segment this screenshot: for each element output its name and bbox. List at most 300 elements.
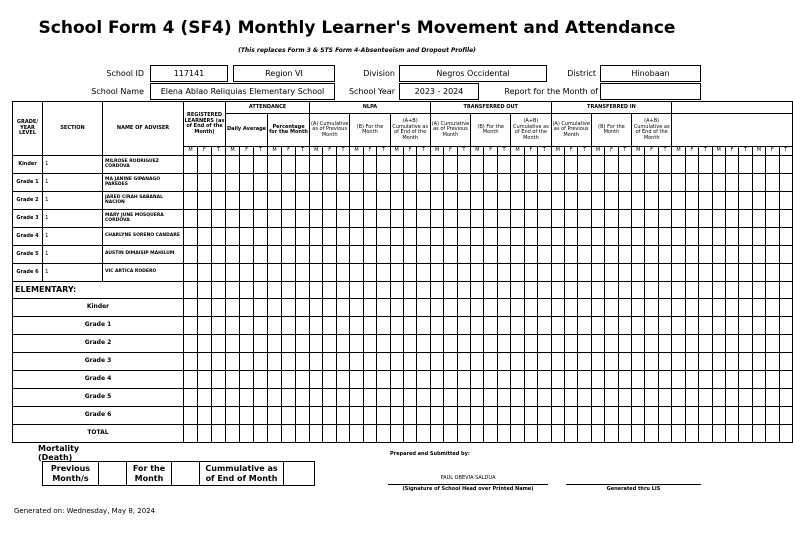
data-cell	[377, 299, 390, 317]
data-cell	[198, 317, 212, 335]
data-cell	[618, 389, 631, 407]
data-cell	[444, 264, 457, 282]
data-cell	[578, 192, 591, 210]
data-cell	[632, 228, 645, 246]
data-cell	[779, 335, 792, 353]
mortality-label: Mortality (Death)	[38, 444, 80, 462]
data-cell	[591, 335, 604, 353]
data-cell	[524, 299, 537, 317]
data-cell	[444, 425, 457, 443]
summary-label: Kinder	[13, 299, 184, 317]
data-cell	[430, 192, 443, 210]
data-cell	[226, 246, 240, 264]
data-cell	[524, 317, 537, 335]
data-cell	[766, 228, 779, 246]
data-cell	[212, 389, 226, 407]
data-cell	[645, 228, 658, 246]
data-cell	[725, 425, 738, 443]
data-cell	[268, 353, 282, 371]
data-cell	[471, 264, 484, 282]
data-cell	[779, 246, 792, 264]
data-cell	[779, 192, 792, 210]
data-cell	[336, 210, 349, 228]
data-cell	[484, 353, 497, 371]
data-cell	[618, 353, 631, 371]
data-cell	[363, 228, 376, 246]
division-label: Division	[363, 69, 395, 78]
data-cell	[618, 317, 631, 335]
report-month-field	[600, 83, 701, 100]
school-id-field: 117141	[150, 65, 228, 82]
data-cell	[712, 156, 725, 174]
row-grade: Grade 6	[13, 264, 43, 282]
data-cell	[296, 335, 310, 353]
data-cell	[226, 389, 240, 407]
data-cell	[605, 174, 618, 192]
table-row	[13, 246, 793, 264]
data-cell	[578, 246, 591, 264]
data-cell	[226, 353, 240, 371]
data-cell	[645, 282, 658, 299]
school-name-field: Elena Ablao Reliquias Elementary School	[150, 83, 335, 100]
data-cell	[699, 371, 712, 389]
data-cell	[632, 371, 645, 389]
data-cell	[363, 389, 376, 407]
data-cell	[403, 192, 416, 210]
data-cell	[632, 299, 645, 317]
data-cell	[226, 299, 240, 317]
data-cell	[779, 174, 792, 192]
row-grade: Grade 5	[13, 246, 43, 264]
data-cell	[417, 407, 431, 425]
data-cell	[403, 299, 416, 317]
generated-on: Generated on: Wednesday, May 8, 2024	[14, 507, 156, 515]
data-cell	[457, 353, 470, 371]
data-cell	[471, 210, 484, 228]
data-cell	[672, 389, 685, 407]
data-cell	[672, 246, 685, 264]
header-f: F	[766, 147, 779, 156]
data-cell	[282, 192, 296, 210]
data-cell	[457, 282, 470, 299]
row-grade: Grade 2	[13, 192, 43, 210]
data-cell	[226, 335, 240, 353]
data-cell	[198, 353, 212, 371]
school-year-label: School Year	[348, 87, 395, 96]
data-cell	[564, 174, 577, 192]
school-year-field: 2023 - 2024	[399, 83, 479, 100]
data-cell	[390, 264, 403, 282]
data-cell	[350, 335, 363, 353]
data-cell	[658, 264, 671, 282]
data-cell	[752, 246, 765, 264]
data-cell	[739, 264, 752, 282]
data-cell	[268, 246, 282, 264]
data-cell	[605, 228, 618, 246]
data-cell	[323, 264, 336, 282]
data-cell	[484, 264, 497, 282]
data-cell	[336, 228, 349, 246]
data-cell	[296, 174, 310, 192]
data-cell	[672, 353, 685, 371]
data-cell	[618, 264, 631, 282]
data-cell	[578, 264, 591, 282]
data-cell	[184, 353, 198, 371]
data-cell	[538, 389, 552, 407]
school-name-label: School Name	[91, 87, 144, 96]
data-cell	[254, 264, 268, 282]
mortality-cumulative-label: Cummulative as of End of Month	[200, 462, 284, 486]
header-m: M	[350, 147, 363, 156]
header-registered: REGISTERED LEARNERS (as of End of the Month)	[184, 102, 226, 147]
data-cell	[511, 282, 524, 299]
header-t: T	[538, 147, 552, 156]
data-cell	[658, 299, 671, 317]
data-cell	[766, 156, 779, 174]
data-cell	[725, 246, 738, 264]
header-t: T	[618, 147, 631, 156]
data-cell	[198, 210, 212, 228]
data-cell	[323, 192, 336, 210]
data-cell	[350, 192, 363, 210]
data-cell	[658, 156, 671, 174]
data-cell	[685, 156, 698, 174]
data-cell	[390, 389, 403, 407]
data-cell	[296, 228, 310, 246]
mortality-cumulative-value	[284, 462, 315, 486]
data-cell	[310, 371, 323, 389]
data-cell	[699, 210, 712, 228]
data-cell	[645, 210, 658, 228]
data-cell	[444, 156, 457, 174]
data-cell	[591, 353, 604, 371]
header-cumulative-previous: (A) Cumulative as of Previous Month	[430, 114, 470, 147]
header-m: M	[310, 147, 323, 156]
data-cell	[240, 210, 254, 228]
data-cell	[212, 407, 226, 425]
data-cell	[323, 407, 336, 425]
data-cell	[282, 228, 296, 246]
header-t: T	[658, 147, 671, 156]
data-cell	[699, 264, 712, 282]
summary-label: Grade 6	[13, 407, 184, 425]
header-attendance: ATTENDANCE	[226, 102, 310, 114]
header-for-month: (B) For the Month	[350, 114, 390, 147]
data-cell	[390, 299, 403, 317]
data-cell	[725, 282, 738, 299]
district-field: Hinobaan	[600, 65, 701, 82]
data-cell	[268, 299, 282, 317]
data-cell	[198, 371, 212, 389]
data-cell	[752, 407, 765, 425]
data-cell	[430, 371, 443, 389]
data-cell	[524, 335, 537, 353]
data-cell	[645, 317, 658, 335]
data-cell	[471, 192, 484, 210]
data-cell	[444, 353, 457, 371]
header-t: T	[779, 147, 792, 156]
summary-row	[13, 407, 793, 425]
row-grade: Grade 3	[13, 210, 43, 228]
data-cell	[430, 264, 443, 282]
data-cell	[254, 353, 268, 371]
header-t: T	[417, 147, 431, 156]
data-cell	[350, 353, 363, 371]
data-cell	[430, 425, 443, 443]
data-cell	[282, 210, 296, 228]
header-t: T	[739, 147, 752, 156]
school-id-label: School ID	[106, 69, 144, 78]
data-cell	[779, 425, 792, 443]
data-cell	[752, 174, 765, 192]
data-cell	[685, 264, 698, 282]
data-cell	[497, 246, 510, 264]
data-cell	[484, 407, 497, 425]
data-cell	[618, 246, 631, 264]
data-cell	[605, 282, 618, 299]
data-cell	[336, 192, 349, 210]
data-cell	[282, 264, 296, 282]
row-section: 1	[43, 210, 103, 228]
data-cell	[632, 335, 645, 353]
row-section: 1	[43, 264, 103, 282]
data-cell	[198, 174, 212, 192]
data-cell	[618, 335, 631, 353]
header-grade: GRADE/ YEAR LEVEL	[13, 102, 43, 156]
data-cell	[198, 156, 212, 174]
data-cell	[685, 228, 698, 246]
data-cell	[417, 282, 431, 299]
header-t: T	[457, 147, 470, 156]
data-cell	[551, 371, 564, 389]
data-cell	[699, 335, 712, 353]
data-cell	[444, 407, 457, 425]
data-cell	[282, 299, 296, 317]
data-cell	[699, 156, 712, 174]
header-f: F	[240, 147, 254, 156]
data-cell	[725, 228, 738, 246]
data-cell	[591, 264, 604, 282]
data-cell	[484, 335, 497, 353]
data-cell	[752, 353, 765, 371]
data-cell	[350, 282, 363, 299]
data-cell	[282, 246, 296, 264]
data-cell	[752, 282, 765, 299]
data-cell	[484, 317, 497, 335]
data-cell	[444, 317, 457, 335]
row-section: 1	[43, 246, 103, 264]
data-cell	[254, 317, 268, 335]
data-cell	[184, 264, 198, 282]
data-cell	[212, 264, 226, 282]
data-cell	[296, 246, 310, 264]
report-month-label: Report for the Month of	[504, 87, 598, 96]
data-cell	[605, 246, 618, 264]
data-cell	[752, 264, 765, 282]
data-cell	[564, 228, 577, 246]
data-cell	[240, 317, 254, 335]
data-cell	[457, 425, 470, 443]
data-cell	[725, 299, 738, 317]
data-cell	[699, 246, 712, 264]
data-cell	[254, 335, 268, 353]
data-cell	[363, 264, 376, 282]
data-cell	[471, 407, 484, 425]
data-cell	[645, 264, 658, 282]
row-adviser: AUSTIN DIMAISIP MAHILUM	[103, 246, 184, 264]
data-cell	[766, 353, 779, 371]
data-cell	[632, 210, 645, 228]
district-label: District	[567, 69, 596, 78]
data-cell	[336, 389, 349, 407]
data-cell	[672, 335, 685, 353]
data-cell	[699, 228, 712, 246]
header-m: M	[471, 147, 484, 156]
data-cell	[457, 264, 470, 282]
data-cell	[444, 246, 457, 264]
data-cell	[524, 228, 537, 246]
data-cell	[712, 389, 725, 407]
summary-label: Grade 2	[13, 335, 184, 353]
data-cell	[484, 192, 497, 210]
data-cell	[296, 282, 310, 299]
data-cell	[538, 156, 552, 174]
data-cell	[591, 299, 604, 317]
data-cell	[497, 353, 510, 371]
header-blank	[672, 102, 793, 114]
data-cell	[524, 407, 537, 425]
data-cell	[618, 407, 631, 425]
data-cell	[377, 335, 390, 353]
data-cell	[240, 192, 254, 210]
row-adviser: MILROSE RODRIGUEZ CORDOVA	[103, 156, 184, 174]
data-cell	[591, 282, 604, 299]
data-cell	[457, 389, 470, 407]
data-cell	[484, 228, 497, 246]
data-cell	[310, 317, 323, 335]
data-cell	[551, 156, 564, 174]
header-t: T	[578, 147, 591, 156]
data-cell	[377, 228, 390, 246]
data-cell	[417, 299, 431, 317]
data-cell	[323, 246, 336, 264]
row-grade: Grade 4	[13, 228, 43, 246]
data-cell	[551, 264, 564, 282]
data-cell	[511, 425, 524, 443]
data-cell	[403, 246, 416, 264]
data-cell	[605, 192, 618, 210]
data-cell	[752, 192, 765, 210]
data-cell	[739, 353, 752, 371]
data-cell	[296, 210, 310, 228]
header-f: F	[524, 147, 537, 156]
data-cell	[363, 371, 376, 389]
data-cell	[212, 299, 226, 317]
data-cell	[685, 174, 698, 192]
data-cell	[497, 264, 510, 282]
header-t: T	[377, 147, 390, 156]
header-m: M	[672, 147, 685, 156]
row-adviser: VIC ARTICA RODERO	[103, 264, 184, 282]
data-cell	[618, 299, 631, 317]
data-cell	[254, 425, 268, 443]
data-cell	[350, 317, 363, 335]
data-cell	[377, 174, 390, 192]
data-cell	[282, 335, 296, 353]
data-cell	[282, 371, 296, 389]
data-cell	[712, 353, 725, 371]
data-cell	[699, 407, 712, 425]
data-cell	[564, 192, 577, 210]
data-cell	[712, 425, 725, 443]
data-cell	[377, 407, 390, 425]
data-cell	[538, 335, 552, 353]
data-cell	[712, 371, 725, 389]
data-cell	[457, 299, 470, 317]
data-cell	[591, 371, 604, 389]
data-cell	[739, 228, 752, 246]
data-cell	[310, 210, 323, 228]
data-cell	[471, 425, 484, 443]
table-row	[13, 264, 793, 282]
data-cell	[511, 192, 524, 210]
data-cell	[403, 210, 416, 228]
data-cell	[685, 353, 698, 371]
data-cell	[658, 353, 671, 371]
data-cell	[390, 282, 403, 299]
summary-row	[13, 317, 793, 335]
data-cell	[779, 389, 792, 407]
data-cell	[672, 371, 685, 389]
data-cell	[323, 335, 336, 353]
data-cell	[524, 389, 537, 407]
data-cell	[564, 210, 577, 228]
data-cell	[685, 317, 698, 335]
data-cell	[658, 282, 671, 299]
data-cell	[605, 335, 618, 353]
data-cell	[282, 425, 296, 443]
data-cell	[685, 425, 698, 443]
data-cell	[591, 317, 604, 335]
data-cell	[417, 335, 431, 353]
data-cell	[310, 246, 323, 264]
table-row	[13, 174, 793, 192]
data-cell	[511, 264, 524, 282]
data-cell	[282, 353, 296, 371]
data-cell	[725, 317, 738, 335]
data-cell	[712, 317, 725, 335]
data-cell	[240, 246, 254, 264]
data-cell	[511, 299, 524, 317]
header-blank	[672, 114, 793, 147]
data-cell	[336, 299, 349, 317]
header-for-month: (B) For the Month	[471, 114, 511, 147]
header-cumulative-end: (A+B) Cumulative as of End of the Month	[511, 114, 551, 147]
data-cell	[766, 425, 779, 443]
data-cell	[471, 299, 484, 317]
data-cell	[323, 317, 336, 335]
data-cell	[457, 174, 470, 192]
data-cell	[632, 407, 645, 425]
data-cell	[268, 174, 282, 192]
data-cell	[712, 407, 725, 425]
data-cell	[685, 246, 698, 264]
data-cell	[591, 425, 604, 443]
data-cell	[363, 174, 376, 192]
data-cell	[390, 156, 403, 174]
data-cell	[184, 156, 198, 174]
data-cell	[685, 210, 698, 228]
